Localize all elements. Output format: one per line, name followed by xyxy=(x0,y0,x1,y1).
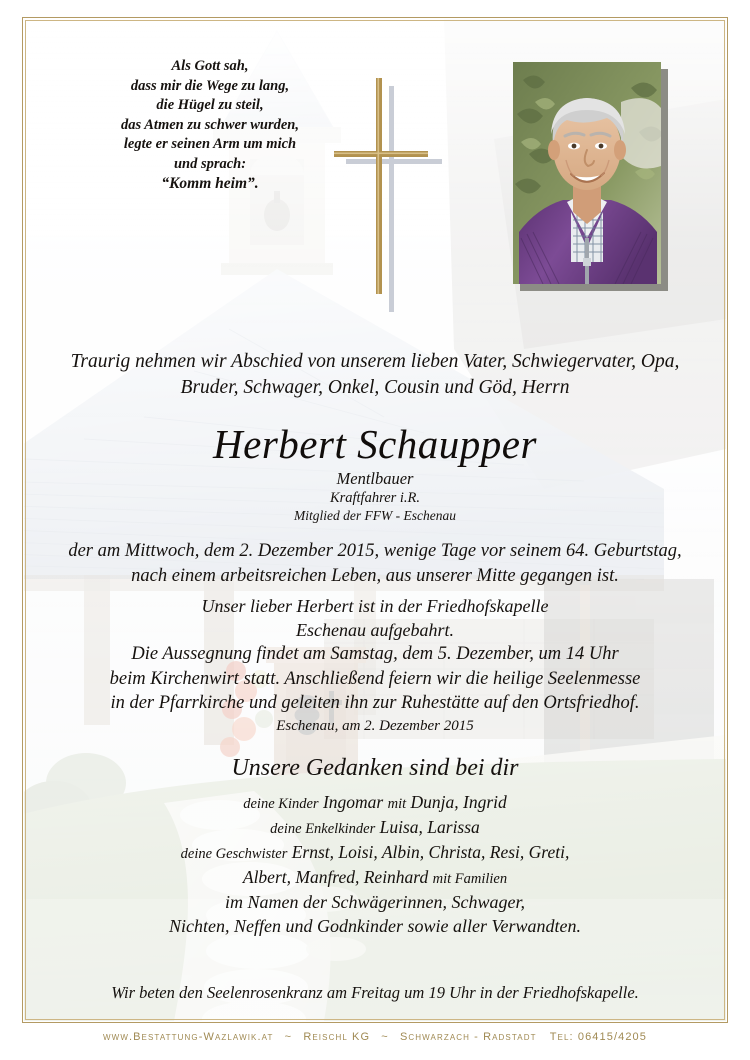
cross-icon xyxy=(332,72,444,312)
portrait-photo xyxy=(513,62,661,284)
siblings-suffix: mit Familien xyxy=(432,871,508,887)
behalf-line-2: Nichten, Neffen und Godnkinder sowie aller Verwandten. xyxy=(169,916,581,936)
footer-company: Reischl KG xyxy=(303,1031,371,1043)
memorial-poem xyxy=(60,57,360,194)
survivors-grandchildren xyxy=(45,816,705,841)
portrait-illustration xyxy=(513,62,661,284)
footer-locations: Schwarzach - Radstadt xyxy=(399,1031,537,1043)
ceremony-line-3: in der Pfarrkirche und geleiten ihn zur Ruhestätte auf den Ortsfriedhof. xyxy=(110,693,640,713)
poem-line-1: Als Gott sah, xyxy=(171,58,249,74)
survivors-list xyxy=(45,791,705,891)
passing-line-1: der am Mittwoch, dem 2. Dezember 2015, wenige Tage vor seinem 64. Geburtstag, xyxy=(68,541,682,561)
cross-svg xyxy=(332,72,444,312)
footer-website[interactable]: www.Bestattung-Wazlawik.at xyxy=(103,1031,274,1043)
poem-line-5: legte er seinen Arm um mich xyxy=(123,136,297,152)
portrait-image xyxy=(513,62,661,284)
siblings-names-2: Albert, Manfred, Reinhard xyxy=(242,867,429,887)
deceased-titles xyxy=(45,469,705,524)
poem-line-6: und sprach: xyxy=(173,155,247,172)
behalf-text xyxy=(45,890,705,938)
poem-closing-line: “Komm heim”. xyxy=(161,175,259,192)
siblings-label: deine Geschwister xyxy=(180,846,288,862)
children-names-rest: Dunja, Ingrid xyxy=(410,792,507,812)
deceased-membership: Mitglied der FFW - Eschenau xyxy=(294,508,456,523)
footer-separator-2: ~ xyxy=(381,1031,389,1043)
thoughts-heading: Unsere Gedanken sind bei dir xyxy=(231,755,519,781)
behalf-line-1: im Namen der Schwägerinnen, Schwager, xyxy=(225,892,525,912)
poem-line-2: dass mir die Wege zu lang, xyxy=(130,77,290,94)
poem-line-4: das Atmen zu schwer wurden, xyxy=(121,116,299,133)
footer-telephone: Tel: 06415/4205 xyxy=(549,1031,647,1043)
survivors-children xyxy=(45,791,705,816)
laid-out-text xyxy=(45,595,705,642)
intro-text xyxy=(45,349,705,401)
deceased-occupation: Kraftfahrer i.R. xyxy=(329,490,421,506)
children-connector: mit xyxy=(387,796,407,812)
survivors-siblings-line-1 xyxy=(45,841,705,866)
ceremony-line-1: Die Aussegnung findet am Samstag, dem 5. Dezember, um 14 Uhr xyxy=(131,644,619,664)
children-label: deine Kinder xyxy=(243,796,319,812)
deceased-name: Herbert Schaupper xyxy=(213,421,537,467)
place-and-date: Eschenau, am 2. Dezember 2015 xyxy=(276,718,474,734)
intro-line-2: Bruder, Schwager, Onkel, Cousin und Göd, Herrn xyxy=(180,377,570,398)
intro-line-1: Traurig nehmen wir Abschied von unserem lieben Vater, Schwiegervater, Opa, xyxy=(70,351,680,372)
passing-line-2: nach einem arbeitsreichen Leben, aus unserer Mitte gegangen ist. xyxy=(131,565,619,586)
poem-line-3: die Hügel zu steil, xyxy=(156,97,264,113)
deceased-farm-name: Mentlbauer xyxy=(336,469,414,488)
rosary-text: Wir beten den Seelenrosenkranz am Freitag um 19 Uhr in der Friedhofskapelle. xyxy=(111,983,639,1002)
grandchildren-label: deine Enkelkinder xyxy=(270,821,376,837)
passing-text xyxy=(45,539,705,588)
ceremony-text xyxy=(45,642,705,716)
ceremony-line-2: beim Kirchenwirt statt. Anschließend feiern wir die heilige Seelenmesse xyxy=(109,668,641,689)
laid-out-line-2: Eschenau aufgebahrt. xyxy=(296,619,454,640)
children-name-1: Ingomar xyxy=(322,792,384,812)
siblings-names-1: Ernst, Loisi, Albin, Christa, Resi, Greti, xyxy=(291,842,570,862)
publisher-footer xyxy=(0,1031,750,1043)
footer-separator-1: ~ xyxy=(284,1031,293,1043)
laid-out-line-1: Unser lieber Herbert ist in der Friedhofskapelle xyxy=(201,596,549,616)
grandchildren-names: Luisa, Larissa xyxy=(379,817,480,837)
survivors-siblings-line-2 xyxy=(45,866,705,891)
